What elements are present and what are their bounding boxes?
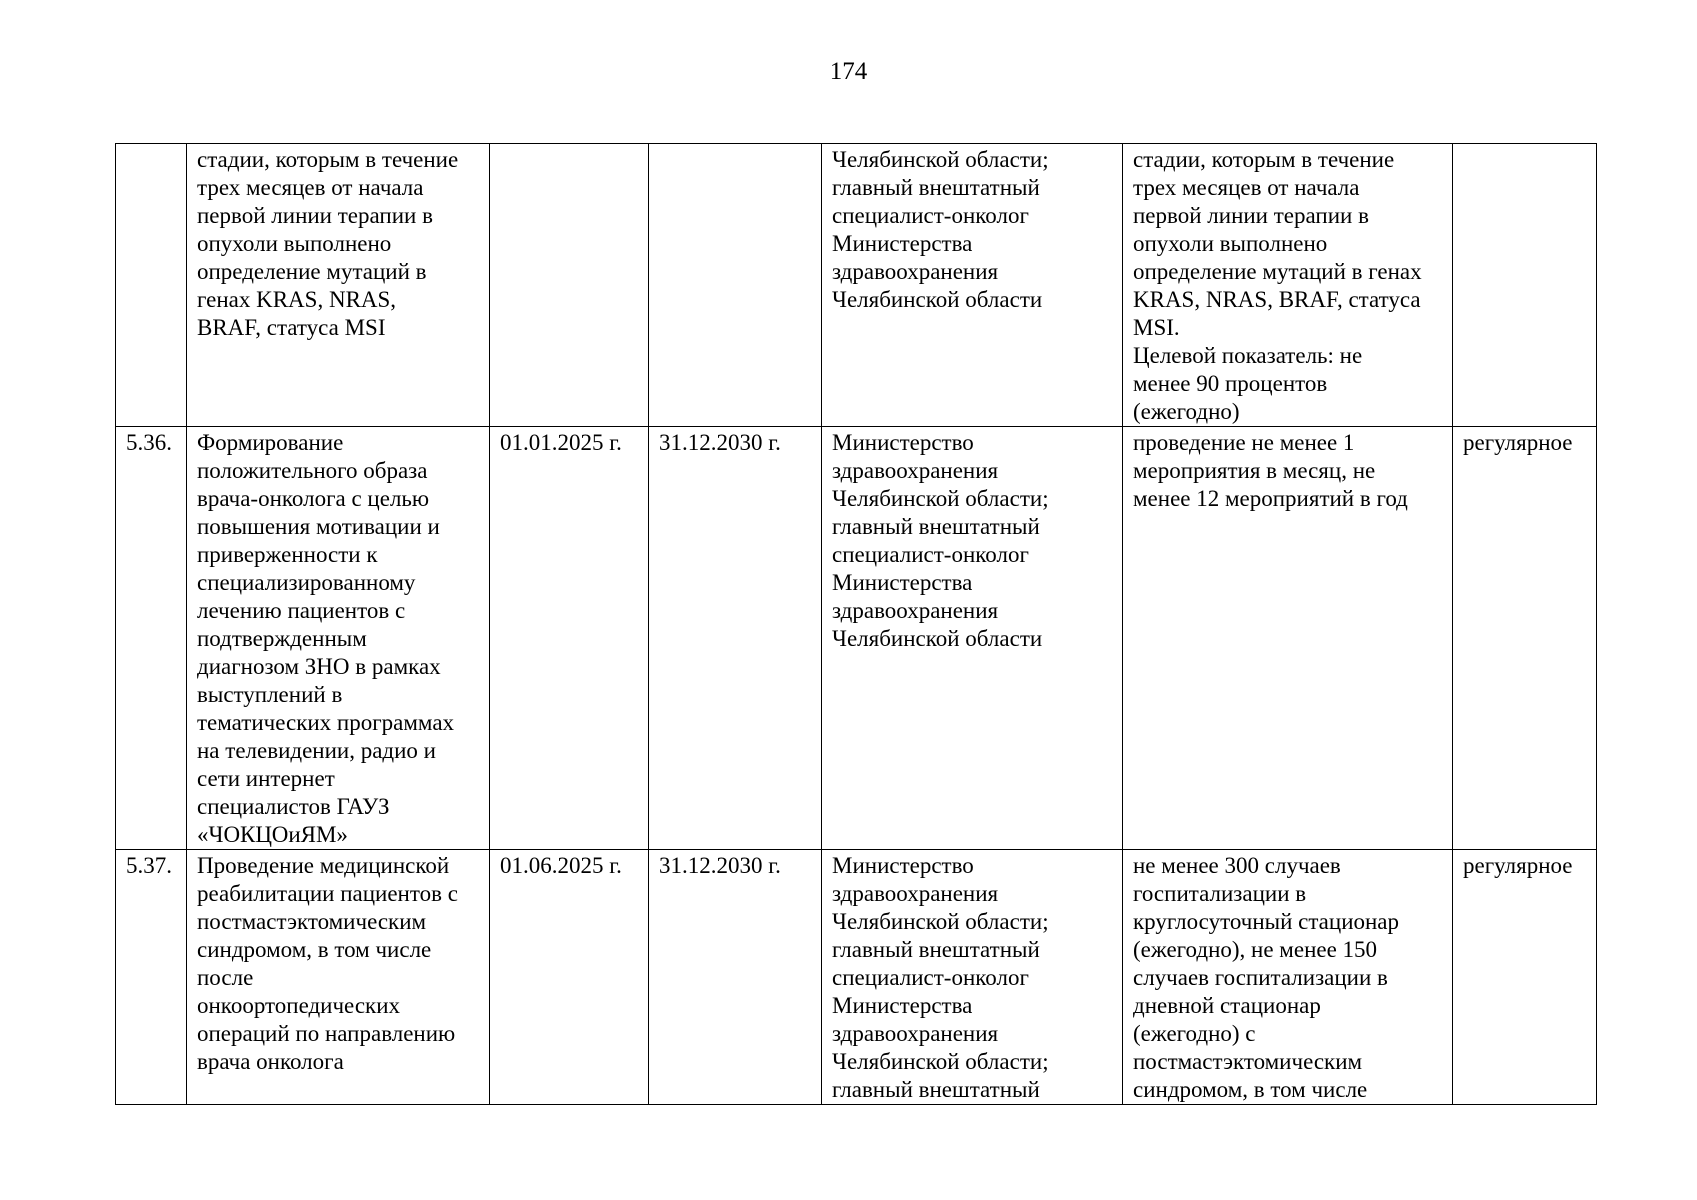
cell-start-date bbox=[490, 144, 649, 427]
table-row bbox=[116, 427, 1597, 850]
cell-responsible: Министерство здравоохранения Челябинской области; главный внештатный специалист-онколог Министерства здравоохранения Челябинской области; главный внештатный bbox=[822, 850, 1123, 1105]
cell-activity: Проведение медицинской реабилитации пациентов с постмастэктомическим синдромом, в том числе после онкоортопедических операций по направлению врача онколога bbox=[187, 850, 490, 1105]
cell-end-date: 31.12.2030 г. bbox=[649, 427, 822, 850]
cell-type bbox=[1453, 144, 1597, 427]
table-row bbox=[116, 144, 1597, 427]
cell-number: 5.36. bbox=[116, 427, 187, 850]
cell-start-date: 01.01.2025 г. bbox=[490, 427, 649, 850]
cell-end-date bbox=[649, 144, 822, 427]
table-row bbox=[116, 850, 1597, 1105]
cell-type: регулярное bbox=[1453, 850, 1597, 1105]
cell-result: не менее 300 случаев госпитализации в круглосуточный стационар (ежегодно), не менее 150 случаев госпитализации в дневной стационар (ежегодно) с постмастэктомическим синдромом, в том числе bbox=[1123, 850, 1453, 1105]
cell-end-date: 31.12.2030 г. bbox=[649, 850, 822, 1105]
cell-start-date: 01.06.2025 г. bbox=[490, 850, 649, 1105]
cell-result: стадии, которым в течение трех месяцев от начала первой линии терапии в опухоли выполнено определение мутаций в генах KRAS, NRAS, BRAF, статуса MSI. Целевой показатель: не менее 90 процентов (ежегодно) bbox=[1123, 144, 1453, 427]
cell-number: 5.37. bbox=[116, 850, 187, 1105]
measures-table bbox=[115, 143, 1597, 1105]
cell-number bbox=[116, 144, 187, 427]
cell-result: проведение не менее 1 мероприятия в месяц, не менее 12 мероприятий в год bbox=[1123, 427, 1453, 850]
cell-activity: Формирование положительного образа врача-онколога с целью повышения мотивации и приверженности к специализированному лечению пациентов с подтвержденным диагнозом ЗНО в рамках выступлений в тематических программах на телевидении, радио и сети интернет специалистов ГАУЗ «ЧОКЦОиЯМ» bbox=[187, 427, 490, 850]
cell-type: регулярное bbox=[1453, 427, 1597, 850]
cell-activity: стадии, которым в течение трех месяцев от начала первой линии терапии в опухоли выполнено определение мутаций в генах KRAS, NRAS, BRAF, статуса MSI bbox=[187, 144, 490, 427]
cell-responsible: Челябинской области; главный внештатный специалист-онколог Министерства здравоохранения Челябинской области bbox=[822, 144, 1123, 427]
cell-responsible: Министерство здравоохранения Челябинской области; главный внештатный специалист-онколог Министерства здравоохранения Челябинской области bbox=[822, 427, 1123, 850]
page-number: 174 bbox=[829, 58, 868, 85]
